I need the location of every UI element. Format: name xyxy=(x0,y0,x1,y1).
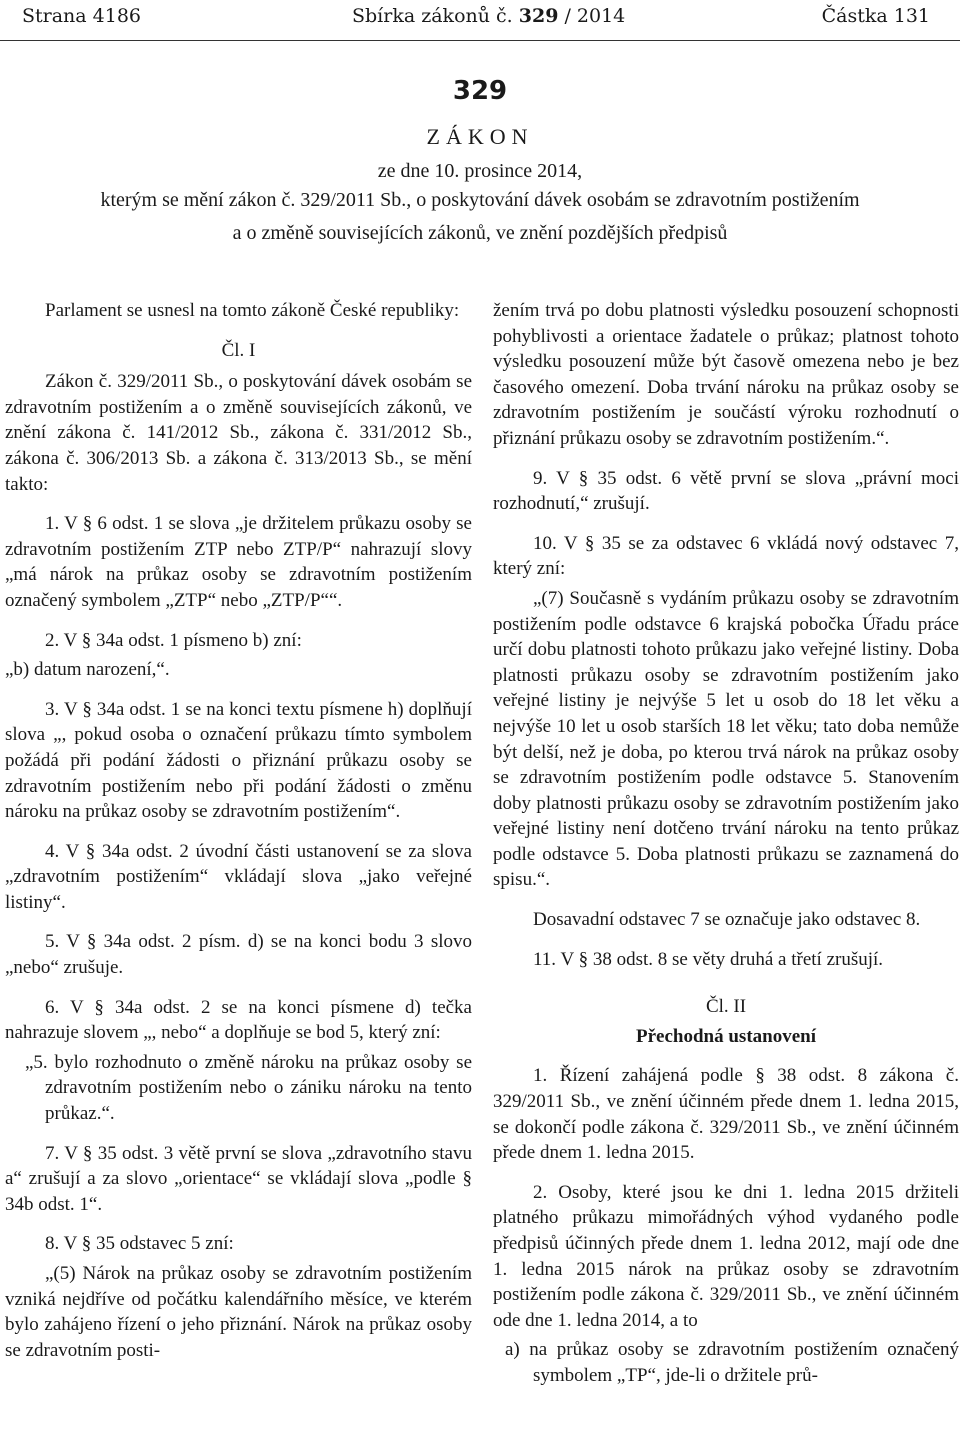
act-title-line-1: kterým se mění zákon č. 329/2011 Sb., o poskytování dávek osobám se zdravotním postižením xyxy=(100,189,860,211)
amendment-point: 6. V § 34a odst. 2 se na konci písmene d) tečka nahrazuje slovem „, nebo“ a doplňuje se bod 5, který zní: xyxy=(5,996,472,1044)
act-title-line-2: a o změně souvisejících zákonů, ve znění pozdějších předpisů xyxy=(232,222,728,244)
amendment-point: 7. V § 35 odst. 3 větě první se slova „zdravotního stavu a“ zrušují a za slovo „orientace“ se vkládají slova „podle § 34b odst. 1“. xyxy=(5,1142,472,1215)
part-number: Částka 131 xyxy=(821,5,930,27)
amendment-point: 11. V § 38 odst. 8 se věty druhá a třetí zrušují. xyxy=(533,948,884,970)
transitional-provision: 1. Řízení zahájená podle § 38 odst. 8 zákona č. 329/2011 Sb., ve znění účinném přede dnem 1. ledna 2015, se dokončí podle zákona č. 329/2011 Sb., ve znění účinném přede dnem 1. ledna 2015. xyxy=(493,1065,959,1164)
page-number: Strana 4186 xyxy=(22,5,142,27)
transitional-provision: 2. Osoby, které jsou ke dni 1. ledna 2015 držiteli platného průkazu mimořádných výhod vydaného podle předpisů účinných přede dnem 1. ledna 2012, mají ode dne 1. ledna 2015 nárok na průkaz osoby se zdravotním postižením podle zákona č. 329/2011 Sb., ve znění účinném ode dne 1. ledna 2014, a to xyxy=(493,1181,959,1331)
amendment-point: 5. V § 34a odst. 2 písm. d) se na konci bodu 3 slovo „nebo“ zrušuje. xyxy=(5,931,472,979)
provision-item: a) na průkaz osoby se zdravotním postižením označený symbolem „TP“, jde-li o držitele prů- xyxy=(505,1339,959,1386)
amendment-point: 4. V § 34a odst. 2 úvodní části ustanovení se za slova „zdravotním postižením“ vkládají slova „jako veřejné listiny“. xyxy=(5,840,472,913)
collection-number: 329 xyxy=(518,5,559,27)
article-intro: Zákon č. 329/2011 Sb., o poskytování dávek osobám se zdravotním postižením a o změně souvisejících zákonů, ve znění zákona č. 141/2012 Sb., zákona č. 331/2012 Sb., zákona č. 306/2013 Sb. a zákona č. 313/2013 Sb., se mění takto: xyxy=(5,371,472,495)
collection-prefix: Sbírka zákonů č. xyxy=(352,5,513,27)
collection-reference xyxy=(352,5,625,27)
preamble: Parlament se usnesl na tomto zákoně České republiky: xyxy=(45,300,460,321)
article-heading: Čl. I xyxy=(221,339,256,361)
quoted-text: „5. bylo rozhodnuto o změně nároku na průkaz osoby se zdravotním postižením nebo o zániku nároku na tento průkaz.“. xyxy=(25,1051,472,1125)
page-header xyxy=(22,5,930,29)
amendment-point: 3. V § 34a odst. 1 se na konci textu písmene h) doplňují slova „, pokud osoba o označení průkazu tímto symbolem požádá při podání žádosti o přiznání průkazu osoby se zdravotním postižením nebo při podání žádosti o změnu nároku na průkaz osoby se zdravotním postižením“. xyxy=(5,698,472,823)
amendment-point: 2. V § 34a odst. 1 písmeno b) zní: xyxy=(45,629,302,651)
left-column xyxy=(5,298,472,1377)
amendment-point: 1. V § 6 odst. 1 se slova „je držitelem průkazu osoby se zdravotním postižením ZTP nebo ZTP/P“ nahrazují slovy „má nárok na průkaz osoby se zdravotním postižením označený symbolem „ZTP“ nebo „ZTP/P““. xyxy=(5,513,472,611)
continued-text: žením trvá po dobu platnosti výsledku posouzení schopnosti pohyblivosti a orientace žadatele o průkaz; platnost tohoto výsledku posouzení může být časově omezena nebo je bez časového omezení. Doba trvání nároku na průkaz osoby se zdravotním postižením je součástí výroku rozhodnutí o přiznání průkazu osoby se zdravotním postižením.“. xyxy=(493,300,959,449)
amendment-point: 8. V § 35 odstavec 5 zní: xyxy=(45,1233,234,1255)
amendment-point: 10. V § 35 se za odstavec 6 vkládá nový odstavec 7, který zní: xyxy=(493,532,959,580)
article-title: Přechodná ustanovení xyxy=(636,1025,816,1047)
act-date: ze dne 10. prosince 2014, xyxy=(377,160,583,182)
amendment-note: Dosavadní odstavec 7 se označuje jako odstavec 8. xyxy=(533,909,921,931)
quoted-text: „(7) Současně s vydáním průkazu osoby se zdravotním postižením podle odstavce 6 krajská pobočka Úřadu práce určí dobu platnosti tohoto průkazu jako veřejné listiny. Doba platnosti průkazu osoby se zdravotním postižením jako veřejné listiny je nejvýše 5 let u osob do 18 let věku a nejvýše 10 let u osob starších 18 let věku; tato doba nemůže být delší, než je doba, po kterou trvá nárok na průkaz osoby se zdravotním postižením podle odstavce 5. Stanovením doby platnosti průkazu osoby se zdravotním postižením jako veřejné listiny není dotčeno trvání nároku na tento průkaz podle odstavce 5. Doba platnosti průkazu se zaznamená do spisu.“. xyxy=(493,587,959,891)
article-heading: Čl. II xyxy=(705,996,747,1018)
right-column xyxy=(493,298,959,1389)
header-divider xyxy=(0,40,960,41)
quoted-text: „(5) Nárok na průkaz osoby se zdravotním postižením vzniká nejdříve od počátku kalendářního měsíce, ve kterém bylo zahájeno řízení o jeho přiznání. Nárok na průkaz osoby se zdravotním posti- xyxy=(5,1263,472,1361)
collection-year: / 2014 xyxy=(564,5,626,27)
act-type: ZÁKON xyxy=(426,124,534,149)
amendment-point: 9. V § 35 odst. 6 větě první se slova „právní moci rozhodnutí,“ zrušují. xyxy=(493,467,959,515)
quoted-text: „b) datum narození,“. xyxy=(5,659,170,681)
act-number: 329 xyxy=(452,76,508,106)
